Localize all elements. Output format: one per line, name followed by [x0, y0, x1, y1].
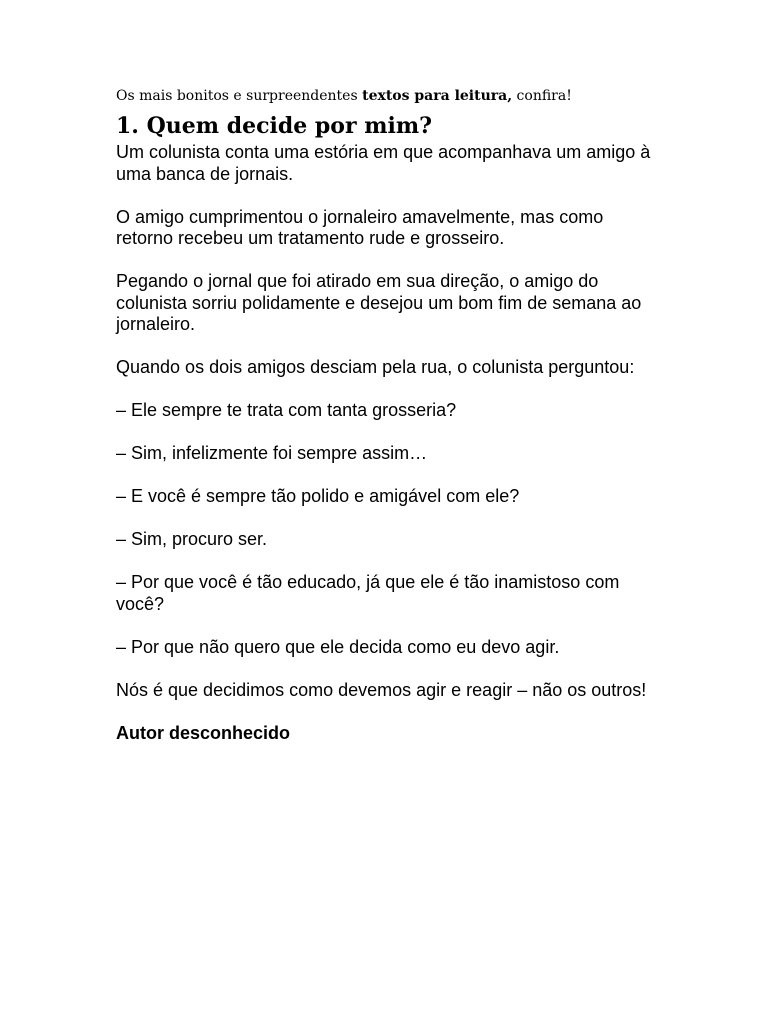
- dialogue-line: – Sim, procuro ser.: [116, 529, 268, 549]
- intro-suffix: confira!: [512, 88, 572, 104]
- paragraph: Nós é que decidimos como devemos agir e reagir – não os outros!: [116, 679, 647, 700]
- dialogue-line: – Por que você é tão educado, já que ele é tão inamistoso com você?: [116, 572, 620, 614]
- paragraph: Um colunista conta uma estória em que acompanhava um amigo à uma banca de jornais.: [116, 142, 651, 184]
- document-page: [116, 86, 656, 766]
- intro-bold-link-text: textos para leitura,: [362, 88, 513, 104]
- article-title: 1. Quem decide por mim?: [116, 113, 433, 139]
- intro-line: [116, 86, 656, 106]
- article-body: [116, 142, 656, 744]
- paragraph: O amigo cumprimentou o jornaleiro amavelmente, mas como retorno recebeu um tratamento rude e grosseiro.: [116, 206, 604, 248]
- paragraph: Quando os dois amigos desciam pela rua, o colunista perguntou:: [116, 357, 635, 377]
- dialogue-line: – E você é sempre tão polido e amigável com ele?: [116, 486, 520, 506]
- intro-prefix: Os mais bonitos e surpreendentes: [116, 88, 363, 104]
- dialogue-line: – Ele sempre te trata com tanta grosseria?: [116, 400, 457, 420]
- paragraph: Pegando o jornal que foi atirado em sua direção, o amigo do colunista sorriu polidamente e desejou um bom fim de semana ao jornaleiro.: [116, 271, 642, 334]
- author-credit: Autor desconhecido: [116, 722, 291, 743]
- dialogue-line: – Sim, infelizmente foi sempre assim…: [116, 443, 428, 463]
- dialogue-line: – Por que não quero que ele decida como eu devo agir.: [116, 636, 560, 657]
